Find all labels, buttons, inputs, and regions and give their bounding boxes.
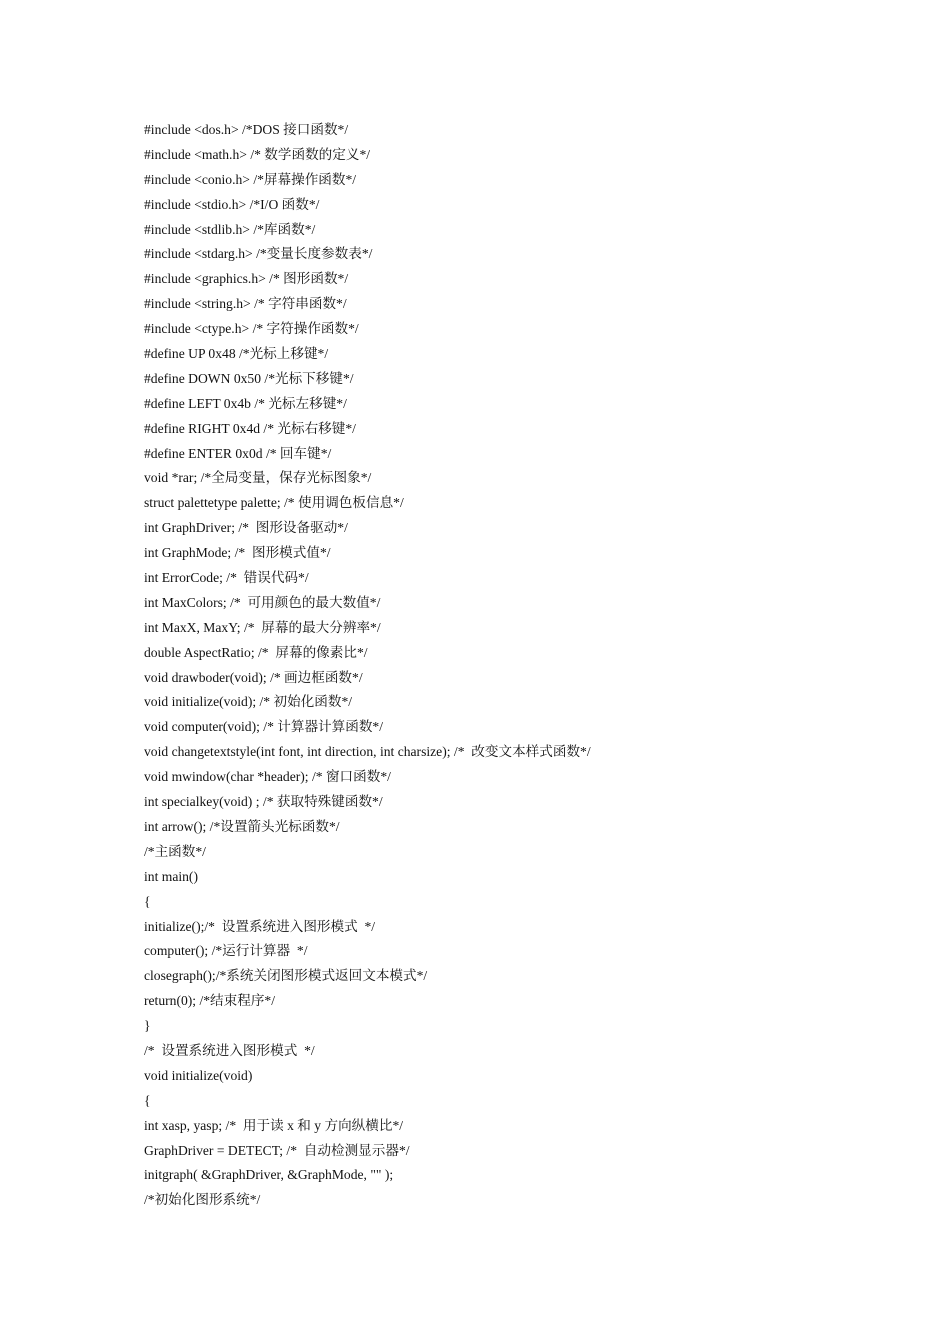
code-line: #include <stdio.h> /*I/O 函数*/ [144, 196, 320, 212]
code-line: #include <math.h> /* 数学函数的定义*/ [144, 146, 371, 162]
code-line: #define UP 0x48 /*光标上移键*/ [144, 346, 329, 362]
code-line: int ErrorCode; /* 错误代码*/ [144, 570, 309, 586]
code-line: #include <conio.h> /*屏幕操作函数*/ [144, 171, 357, 187]
code-line: initgraph( &GraphDriver, &GraphMode, "" ); [144, 1167, 394, 1183]
code-line: void initialize(void) [144, 1067, 253, 1083]
code-line: return(0); /*结束程序*/ [144, 993, 276, 1009]
code-line: /*初始化图形系统*/ [144, 1192, 261, 1208]
code-line: initialize();/* 设置系统进入图形模式 */ [144, 918, 376, 934]
code-line: int GraphDriver; /* 图形设备驱动*/ [144, 520, 348, 536]
code-line: #define RIGHT 0x4d /* 光标右移键*/ [144, 420, 356, 436]
code-line: int GraphMode; /* 图形模式值*/ [144, 545, 331, 561]
code-line: { [144, 1092, 151, 1108]
code-line: #include <graphics.h> /* 图形函数*/ [144, 271, 349, 287]
code-line: #define ENTER 0x0d /* 回车键*/ [144, 445, 332, 461]
code-line: GraphDriver = DETECT; /* 自动检测显示器*/ [144, 1142, 410, 1158]
code-line: #include <ctype.h> /* 字符操作函数*/ [144, 321, 359, 337]
code-line: #include <string.h> /* 字符串函数*/ [144, 296, 347, 312]
code-line: #include <stdarg.h> /*变量长度参数表*/ [144, 246, 373, 262]
code-line: void initialize(void); /* 初始化函数*/ [144, 694, 353, 710]
code-line: int specialkey(void) ; /* 获取特殊键函数*/ [144, 794, 383, 810]
code-line: int main() [144, 868, 198, 884]
code-line: void mwindow(char *header); /* 窗口函数*/ [144, 769, 391, 785]
code-line: double AspectRatio; /* 屏幕的像素比*/ [144, 644, 368, 660]
code-line: int MaxColors; /* 可用颜色的最大数值*/ [144, 594, 381, 610]
code-line: void computer(void); /* 计算器计算函数*/ [144, 719, 383, 735]
code-line: /* 设置系统进入图形模式 */ [144, 1042, 315, 1058]
code-line: void changetextstyle(int font, int direction, int charsize); /* 改变文本样式函数*/ [144, 744, 591, 760]
code-line: int MaxX, MaxY; /* 屏幕的最大分辨率*/ [144, 619, 381, 635]
code-line: int arrow(); /*设置箭头光标函数*/ [144, 818, 340, 834]
code-line: computer(); /*运行计算器 */ [144, 943, 308, 959]
code-line: #include <stdlib.h> /*库函数*/ [144, 221, 316, 237]
code-line: void drawboder(void); /* 画边框函数*/ [144, 669, 363, 685]
code-line: int xasp, yasp; /* 用于读 x 和 y 方向纵横比*/ [144, 1117, 404, 1133]
code-line: #include <dos.h> /*DOS 接口函数*/ [144, 122, 349, 137]
code-listing [144, 118, 904, 1213]
code-line: struct palettetype palette; /* 使用调色板信息*/ [144, 495, 404, 511]
code-line: #define DOWN 0x50 /*光标下移键*/ [144, 370, 354, 386]
code-line: closegraph();/*系统关闭图形模式返回文本模式*/ [144, 968, 428, 984]
code-line: { [144, 893, 151, 909]
code-line: } [144, 1018, 151, 1034]
code-line: #define LEFT 0x4b /* 光标左移键*/ [144, 395, 347, 411]
code-line: /*主函数*/ [144, 843, 206, 859]
code-line: void *rar; /*全局变量，保存光标图象*/ [144, 470, 372, 486]
